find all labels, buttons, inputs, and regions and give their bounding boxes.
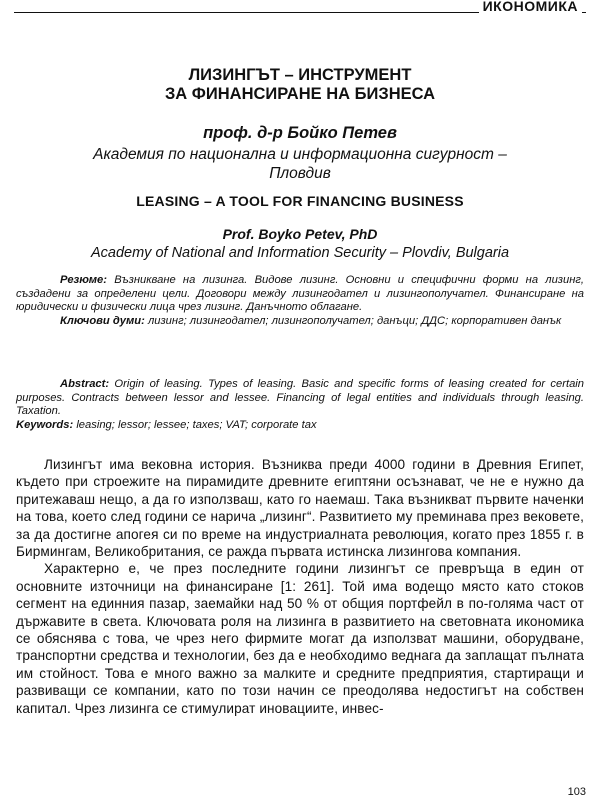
body-paragraph-2: Характерно е, че през последните години лизингът се превръща в един от основните източници на финансиране [1: 261]. Той има водещо място като стоков сегмент на единния пазар, заемайки над 50 % от общия портфейл в по-голяма част от държавите в света. Ключовата роля на лизинга в развитието на световната икономика се обяснява с това, че чрез него фирмите могат да използват машини, оборудване, транспортни средства и технологии, без да е необходимо веднага да заплащат пълната им стойност. Това е много важно за малките и средните предприятия, стартиращи и развиващи се компании, като по този начин се преодолява недостигът на собствен капитал. Чрез лизинга се стимулират иновациите, инвес-	[16, 561, 584, 716]
keywords-en-paragraph	[16, 419, 584, 433]
affiliation-line-2: Пловдив	[269, 165, 331, 182]
abstract-en	[16, 378, 584, 432]
affiliation-en: Academy of National and Information Security – Plovdiv, Bulgaria	[90, 245, 510, 261]
section-name: ИКОНОМИКА	[479, 0, 582, 14]
article-title-bg	[40, 66, 560, 104]
page-number: 103	[567, 786, 586, 798]
keywords-bg-paragraph	[16, 315, 584, 329]
keywords-en-label: Keywords:	[16, 418, 74, 431]
running-header	[0, 0, 600, 14]
abstract-en-paragraph	[16, 378, 584, 419]
summary-bg-paragraph	[16, 274, 584, 315]
article-title-en: LEASING – A TOOL FOR FINANCING BUSINESS	[136, 193, 464, 209]
summary-bg-label: Резюме:	[60, 274, 107, 286]
abstract-en-label: Abstract:	[60, 378, 110, 390]
keywords-bg-text: лизинг; лизингодател; лизингополучател; данъци; ДДС; корпоративен данък	[147, 314, 562, 327]
abstract-en-text: Origin of leasing. Types of leasing. Basic and specific forms of leasing created for certain purposes. Contracts between lessor and lessee. Financing of legal entities and individuals through leasing. Taxation.	[16, 378, 584, 418]
author-name-bg: проф. д-р Бойко Петев	[203, 124, 397, 142]
keywords-bg-label: Ключови думи:	[60, 314, 145, 327]
title-line-1: ЛИЗИНГЪТ – ИНСТРУМЕНТ	[188, 66, 412, 84]
summary-bg-text: Възникване на лизинга. Видове лизинг. Основни и специфични форми на лизинг, създадени за определени цели. Договори между лизингодател и лизингополучател. Финансиране на юридически и физически лица чрез лизинг. Данъчното облагане.	[16, 274, 585, 314]
affiliation-line-1: Академия по национална и информационна сигурност –	[93, 146, 507, 163]
author-name-en: Prof. Boyko Petev, PhD	[222, 226, 378, 242]
body-paragraph-1: Лизингът има вековна история. Възниква преди 4000 години в Древния Египет, където при строежите на пирамидите древните египтяни осъзнават, че не е нужно да притежаваш нещо, а да го използваш, като го наемаш. Така възникват първите наченки на това, което след години се нарича „лизинг“. Развитието му преминава през вековете, за да достигне апогея си по време на индустриалната революция, когато през 1855 г. в Бирмингам, Великобритания, се ражда първата истинска лизингова компания.	[16, 457, 584, 560]
affiliation-bg	[20, 145, 580, 183]
title-line-2: ЗА ФИНАНСИРАНЕ НА БИЗНЕСА	[164, 85, 436, 103]
article-body	[16, 456, 584, 717]
summary-bg	[16, 274, 584, 328]
keywords-en-text: leasing; lessor; lessee; taxes; VAT; corporate tax	[76, 418, 317, 431]
